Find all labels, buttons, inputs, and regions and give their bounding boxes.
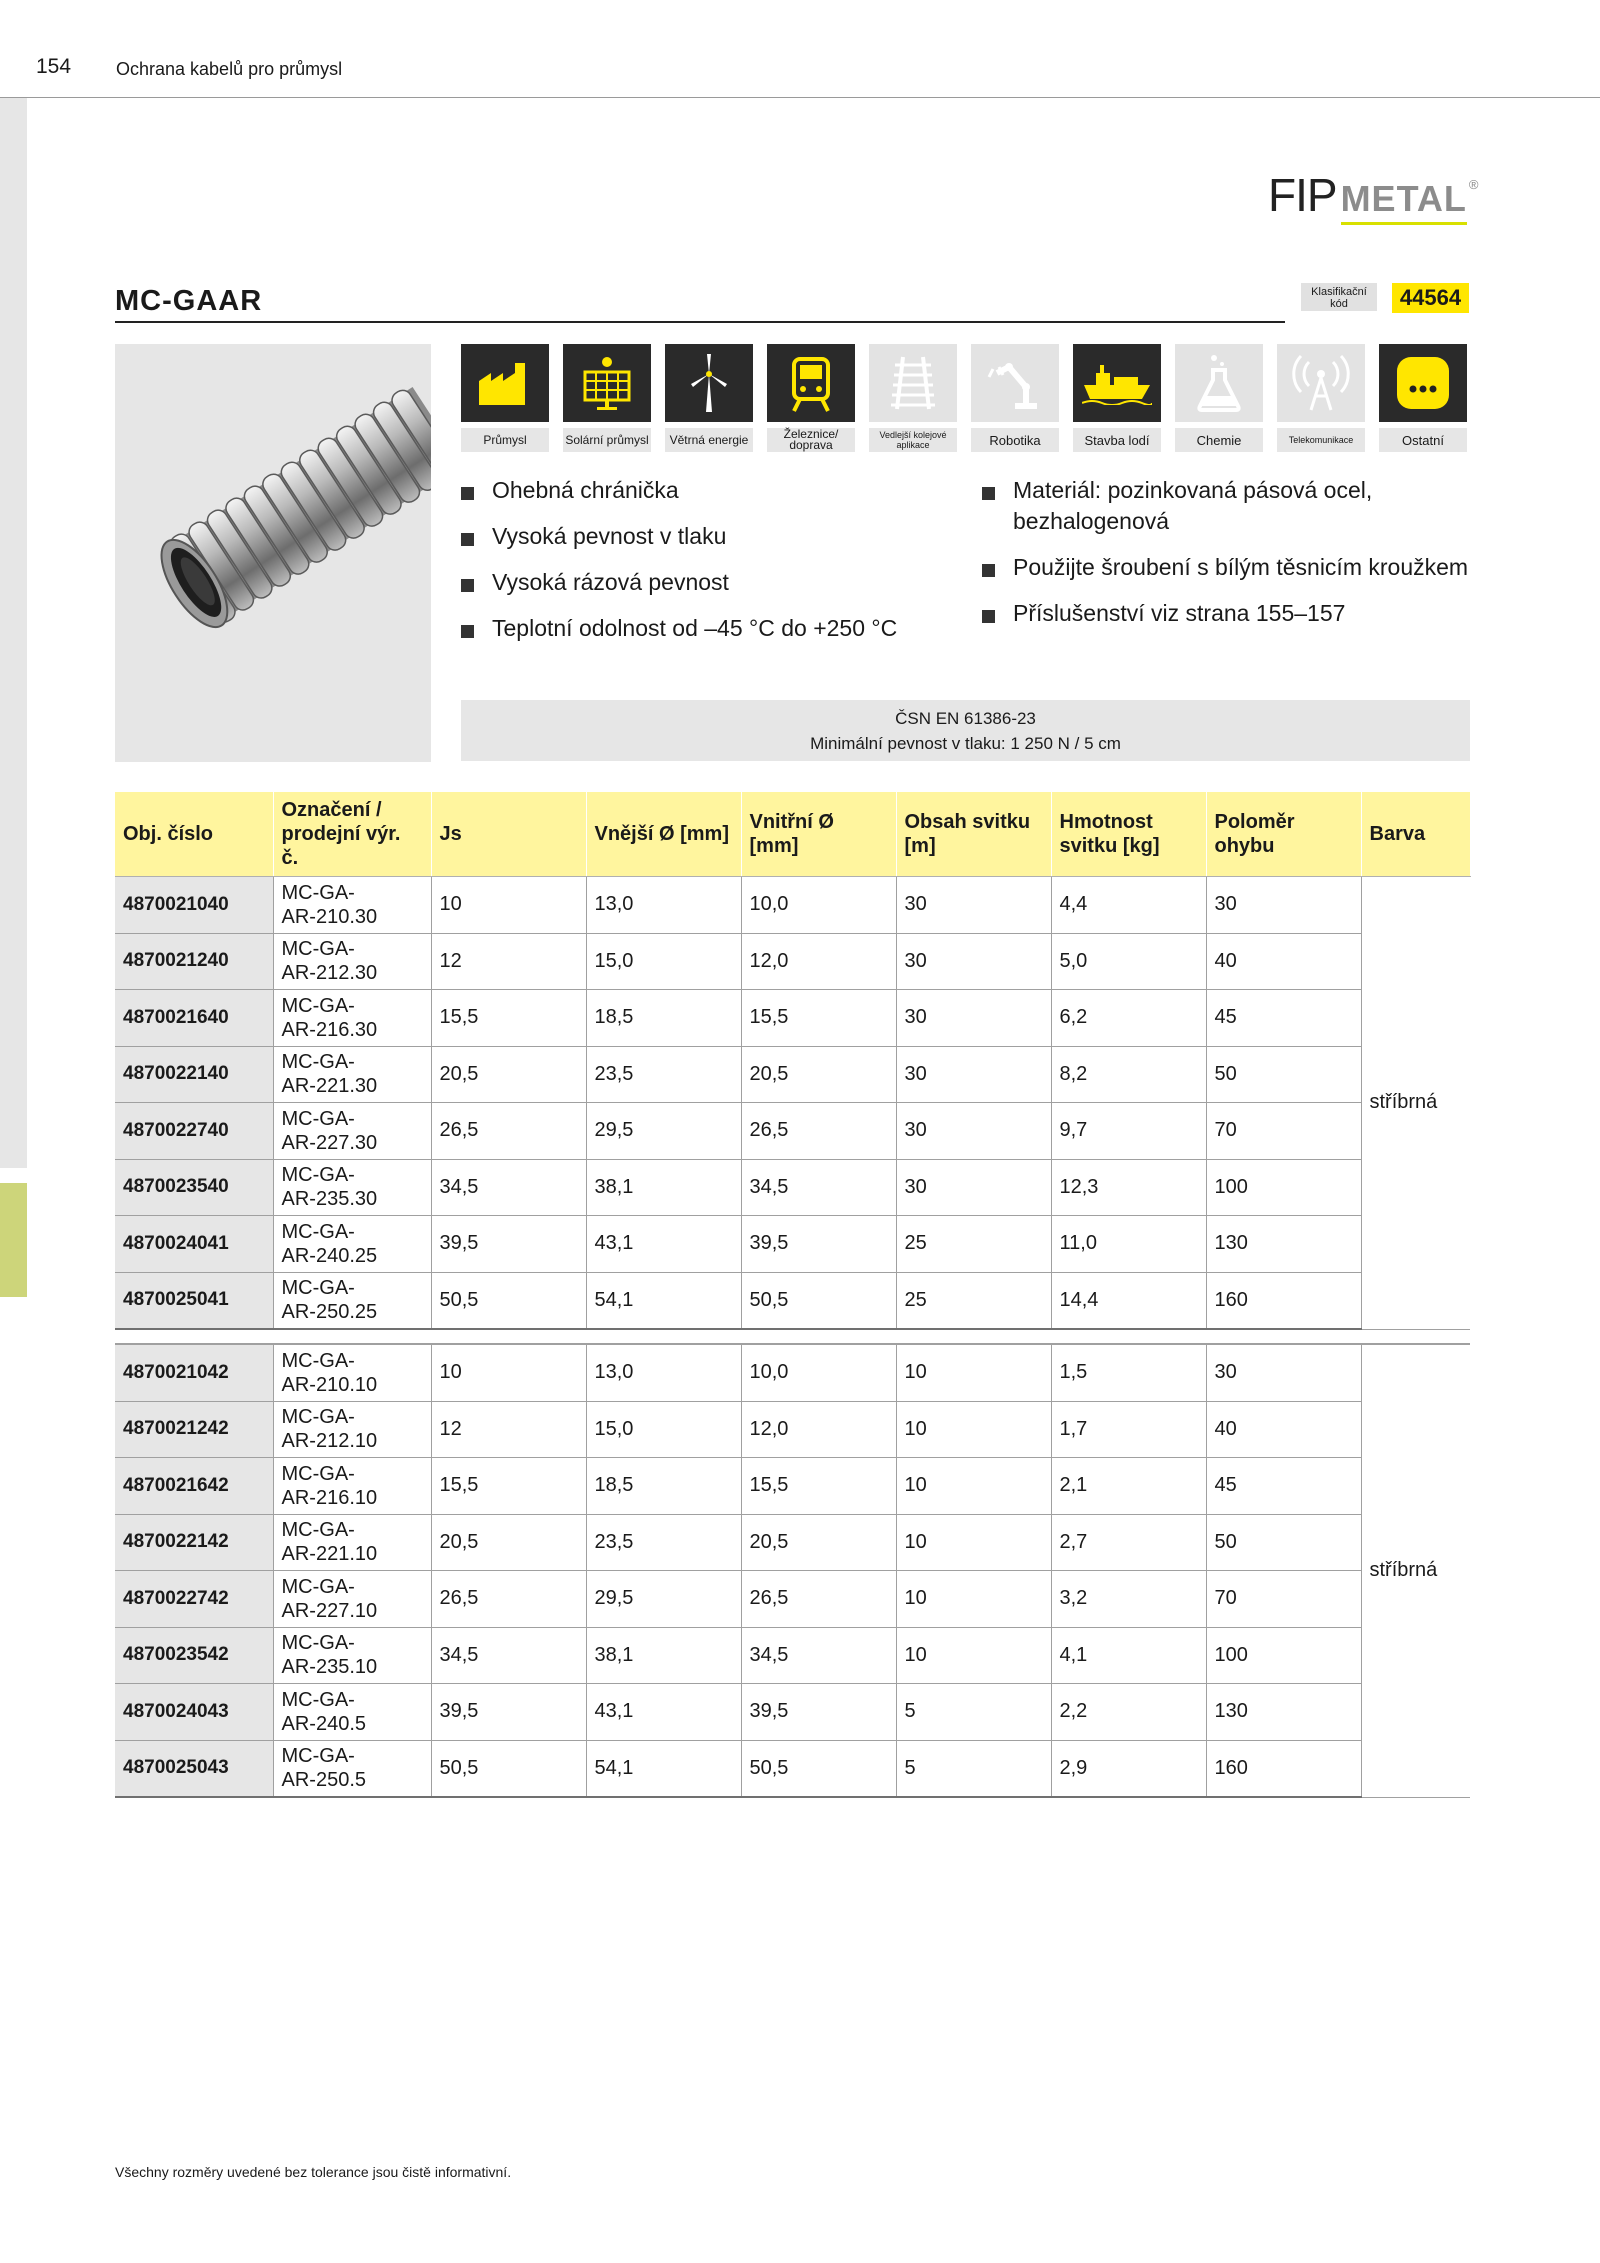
- feature-item: Materiál: pozinkovaná pásová ocel, bezhalogenová: [982, 475, 1482, 537]
- table-row: [115, 1514, 1470, 1571]
- column-header: Obj. číslo: [115, 792, 273, 877]
- js-size-cell: 10: [431, 1344, 586, 1401]
- industry-label: Solární průmysl: [563, 428, 651, 452]
- product-title: MC-GAAR: [115, 285, 263, 317]
- more-icon: [1379, 344, 1467, 422]
- column-header: Vnější Ø [mm]: [586, 792, 741, 877]
- obj-number-cell: 4870021040: [115, 877, 273, 934]
- classification-label: Klasifikační kód: [1301, 283, 1377, 311]
- coil-length-cell: 10: [896, 1458, 1051, 1515]
- side-bar-grey: [0, 98, 27, 1168]
- feature-list-right: [982, 475, 1482, 644]
- outer-diameter-cell: 18,5: [586, 1458, 741, 1515]
- obj-number-cell: 4870021640: [115, 990, 273, 1047]
- designation-cell: MC-GA- AR-216.30: [273, 990, 431, 1047]
- inner-diameter-cell: 12,0: [741, 1401, 896, 1458]
- designation-cell: MC-GA- AR-216.10: [273, 1458, 431, 1515]
- footer-note: Všechny rozměry uvedené bez tolerance jsou čistě informativní.: [115, 2164, 512, 2180]
- designation-cell: MC-GA- AR-235.10: [273, 1627, 431, 1684]
- table-row: [115, 1627, 1470, 1684]
- coil-length-cell: 25: [896, 1272, 1051, 1329]
- outer-diameter-cell: 23,5: [586, 1046, 741, 1103]
- js-size-cell: 12: [431, 933, 586, 990]
- brand-logo: [1268, 169, 1479, 221]
- table-header-row: [115, 792, 1470, 877]
- bend-radius-cell: 160: [1206, 1740, 1361, 1797]
- column-header: Hmotnost svitku [kg]: [1051, 792, 1206, 877]
- obj-number-cell: 4870024041: [115, 1216, 273, 1273]
- obj-number-cell: 4870022742: [115, 1571, 273, 1628]
- outer-diameter-cell: 54,1: [586, 1740, 741, 1797]
- designation-cell: MC-GA- AR-240.5: [273, 1684, 431, 1741]
- table-body-group2: [115, 1344, 1470, 1797]
- designation-cell: MC-GA- AR-212.30: [273, 933, 431, 990]
- product-table-short-coils: [115, 1343, 1470, 1798]
- industry-label: Železnice/ doprava: [767, 428, 855, 452]
- solar-panel-icon: [563, 344, 651, 422]
- industry-label: Průmysl: [461, 428, 549, 452]
- inner-diameter-cell: 20,5: [741, 1046, 896, 1103]
- obj-number-cell: 4870023542: [115, 1627, 273, 1684]
- coil-weight-cell: 2,1: [1051, 1458, 1206, 1515]
- feature-item: Teplotní odolnost od –45 °C do +250 °C: [461, 613, 961, 644]
- coil-weight-cell: 4,4: [1051, 877, 1206, 934]
- column-header: Obsah svitku [m]: [896, 792, 1051, 877]
- obj-number-cell: 4870021242: [115, 1401, 273, 1458]
- bend-radius-cell: 40: [1206, 1401, 1361, 1458]
- coil-weight-cell: 1,7: [1051, 1401, 1206, 1458]
- coil-weight-cell: 8,2: [1051, 1046, 1206, 1103]
- coil-weight-cell: 6,2: [1051, 990, 1206, 1047]
- feature-item: Ohebná chránička: [461, 475, 961, 506]
- obj-number-cell: 4870023540: [115, 1159, 273, 1216]
- bend-radius-cell: 50: [1206, 1514, 1361, 1571]
- coil-length-cell: 30: [896, 990, 1051, 1047]
- coil-length-cell: 10: [896, 1401, 1051, 1458]
- compression-strength: Minimální pevnost v tlaku: 1 250 N / 5 cm: [810, 734, 1121, 753]
- outer-diameter-cell: 29,5: [586, 1103, 741, 1160]
- bend-radius-cell: 130: [1206, 1684, 1361, 1741]
- designation-cell: MC-GA- AR-212.10: [273, 1401, 431, 1458]
- factory-icon: [461, 344, 549, 422]
- obj-number-cell: 4870025043: [115, 1740, 273, 1797]
- obj-number-cell: 4870021642: [115, 1458, 273, 1515]
- obj-number-cell: 4870024043: [115, 1684, 273, 1741]
- outer-diameter-cell: 38,1: [586, 1627, 741, 1684]
- coil-weight-cell: 14,4: [1051, 1272, 1206, 1329]
- industry-label: Ostatní: [1379, 428, 1467, 452]
- coil-weight-cell: 2,9: [1051, 1740, 1206, 1797]
- outer-diameter-cell: 43,1: [586, 1684, 741, 1741]
- designation-cell: MC-GA- AR-227.10: [273, 1571, 431, 1628]
- table-row: [115, 1103, 1470, 1160]
- side-bar-section-marker: [0, 1183, 27, 1297]
- designation-cell: MC-GA- AR-250.25: [273, 1272, 431, 1329]
- outer-diameter-cell: 15,0: [586, 1401, 741, 1458]
- designation-cell: MC-GA- AR-210.30: [273, 877, 431, 934]
- inner-diameter-cell: 26,5: [741, 1103, 896, 1160]
- js-size-cell: 39,5: [431, 1216, 586, 1273]
- page-number: 154: [36, 55, 72, 78]
- table-row: [115, 877, 1470, 934]
- coil-length-cell: 30: [896, 1046, 1051, 1103]
- js-size-cell: 26,5: [431, 1571, 586, 1628]
- obj-number-cell: 4870022140: [115, 1046, 273, 1103]
- table-row: [115, 1344, 1470, 1401]
- outer-diameter-cell: 13,0: [586, 1344, 741, 1401]
- standard-name: ČSN EN 61386-23: [895, 709, 1036, 728]
- obj-number-cell: 4870025041: [115, 1272, 273, 1329]
- table-body-group1: [115, 877, 1470, 1330]
- robot-arm-icon: [971, 344, 1059, 422]
- table-row: [115, 1272, 1470, 1329]
- coil-length-cell: 5: [896, 1740, 1051, 1797]
- logo-metal-wrap: [1340, 178, 1467, 219]
- industry-telecom: [1277, 344, 1365, 452]
- conduit-illustration: [115, 344, 431, 762]
- title-underline: [115, 321, 1285, 323]
- inner-diameter-cell: 50,5: [741, 1740, 896, 1797]
- color-cell: stříbrná: [1361, 1344, 1470, 1797]
- coil-weight-cell: 12,3: [1051, 1159, 1206, 1216]
- feature-item: Příslušenství viz strana 155–157: [982, 598, 1482, 629]
- js-size-cell: 20,5: [431, 1514, 586, 1571]
- industry-label: Robotika: [971, 428, 1059, 452]
- antenna-icon: [1277, 344, 1365, 422]
- inner-diameter-cell: 26,5: [741, 1571, 896, 1628]
- inner-diameter-cell: 34,5: [741, 1159, 896, 1216]
- designation-cell: MC-GA- AR-221.30: [273, 1046, 431, 1103]
- coil-weight-cell: 4,1: [1051, 1627, 1206, 1684]
- feature-item: Vysoká pevnost v tlaku: [461, 521, 961, 552]
- feature-item: Použijte šroubení s bílým těsnicím kroužkem: [982, 552, 1482, 583]
- js-size-cell: 34,5: [431, 1627, 586, 1684]
- designation-cell: MC-GA- AR-240.25: [273, 1216, 431, 1273]
- table-row: [115, 1684, 1470, 1741]
- js-size-cell: 50,5: [431, 1272, 586, 1329]
- bend-radius-cell: 70: [1206, 1103, 1361, 1160]
- outer-diameter-cell: 23,5: [586, 1514, 741, 1571]
- column-header: Js: [431, 792, 586, 877]
- designation-cell: MC-GA- AR-210.10: [273, 1344, 431, 1401]
- industry-shipbuilding: [1073, 344, 1161, 452]
- standard-info-box: [461, 700, 1470, 761]
- column-header: Poloměr ohybu: [1206, 792, 1361, 877]
- column-header: Označení / prodejní výr. č.: [273, 792, 431, 877]
- table-row: [115, 1401, 1470, 1458]
- logo-registered: ®: [1468, 177, 1479, 192]
- rail-track-icon: [869, 344, 957, 422]
- js-size-cell: 34,5: [431, 1159, 586, 1216]
- designation-cell: MC-GA- AR-250.5: [273, 1740, 431, 1797]
- bend-radius-cell: 30: [1206, 877, 1361, 934]
- bend-radius-cell: 160: [1206, 1272, 1361, 1329]
- designation-cell: MC-GA- AR-235.30: [273, 1159, 431, 1216]
- bend-radius-cell: 50: [1206, 1046, 1361, 1103]
- inner-diameter-cell: 39,5: [741, 1216, 896, 1273]
- bend-radius-cell: 45: [1206, 990, 1361, 1047]
- inner-diameter-cell: 10,0: [741, 877, 896, 934]
- coil-weight-cell: 5,0: [1051, 933, 1206, 990]
- designation-cell: MC-GA- AR-227.30: [273, 1103, 431, 1160]
- js-size-cell: 15,5: [431, 1458, 586, 1515]
- coil-length-cell: 10: [896, 1571, 1051, 1628]
- feature-list-left: [461, 475, 961, 659]
- coil-weight-cell: 11,0: [1051, 1216, 1206, 1273]
- bend-radius-cell: 40: [1206, 933, 1361, 990]
- inner-diameter-cell: 15,5: [741, 990, 896, 1047]
- obj-number-cell: 4870022142: [115, 1514, 273, 1571]
- coil-weight-cell: 2,2: [1051, 1684, 1206, 1741]
- header-divider: [0, 97, 1600, 98]
- bend-radius-cell: 100: [1206, 1627, 1361, 1684]
- coil-length-cell: 30: [896, 1159, 1051, 1216]
- inner-diameter-cell: 15,5: [741, 1458, 896, 1515]
- inner-diameter-cell: 34,5: [741, 1627, 896, 1684]
- industry-other: [1379, 344, 1467, 452]
- designation-cell: MC-GA- AR-221.10: [273, 1514, 431, 1571]
- industry-rail-aux: [869, 344, 957, 452]
- industry-label: Chemie: [1175, 428, 1263, 452]
- outer-diameter-cell: 15,0: [586, 933, 741, 990]
- table-row: [115, 990, 1470, 1047]
- feature-item: Vysoká rázová pevnost: [461, 567, 961, 598]
- industry-factory: [461, 344, 549, 452]
- outer-diameter-cell: 13,0: [586, 877, 741, 934]
- inner-diameter-cell: 39,5: [741, 1684, 896, 1741]
- column-header: Barva: [1361, 792, 1470, 877]
- js-size-cell: 12: [431, 1401, 586, 1458]
- wind-turbine-icon: [665, 344, 753, 422]
- industry-solar: [563, 344, 651, 452]
- product-table: [115, 792, 1471, 1330]
- industry-label: Stavba lodí: [1073, 428, 1161, 452]
- color-cell: stříbrná: [1361, 877, 1470, 1330]
- column-header: Vnitřní Ø [mm]: [741, 792, 896, 877]
- coil-length-cell: 10: [896, 1344, 1051, 1401]
- inner-diameter-cell: 20,5: [741, 1514, 896, 1571]
- bend-radius-cell: 30: [1206, 1344, 1361, 1401]
- outer-diameter-cell: 43,1: [586, 1216, 741, 1273]
- coil-weight-cell: 3,2: [1051, 1571, 1206, 1628]
- js-size-cell: 50,5: [431, 1740, 586, 1797]
- coil-length-cell: 10: [896, 1514, 1051, 1571]
- product-image: [115, 344, 431, 762]
- coil-weight-cell: 1,5: [1051, 1344, 1206, 1401]
- table-row: [115, 1046, 1470, 1103]
- coil-length-cell: 30: [896, 877, 1051, 934]
- table-row: [115, 1571, 1470, 1628]
- coil-length-cell: 25: [896, 1216, 1051, 1273]
- table-row: [115, 1458, 1470, 1515]
- table-row: [115, 1740, 1470, 1797]
- outer-diameter-cell: 38,1: [586, 1159, 741, 1216]
- coil-length-cell: 5: [896, 1684, 1051, 1741]
- obj-number-cell: 4870022740: [115, 1103, 273, 1160]
- obj-number-cell: 4870021240: [115, 933, 273, 990]
- obj-number-cell: 4870021042: [115, 1344, 273, 1401]
- js-size-cell: 39,5: [431, 1684, 586, 1741]
- js-size-cell: 20,5: [431, 1046, 586, 1103]
- outer-diameter-cell: 29,5: [586, 1571, 741, 1628]
- table-row: [115, 1159, 1470, 1216]
- logo-fip: FIP: [1268, 169, 1337, 221]
- bend-radius-cell: 45: [1206, 1458, 1361, 1515]
- inner-diameter-cell: 10,0: [741, 1344, 896, 1401]
- industry-wind: [665, 344, 753, 452]
- industry-chemistry: [1175, 344, 1263, 452]
- industry-rail: [767, 344, 855, 452]
- industry-label: Telekomunikace: [1277, 428, 1365, 452]
- coil-length-cell: 10: [896, 1627, 1051, 1684]
- flask-icon: [1175, 344, 1263, 422]
- industry-robotics: [971, 344, 1059, 452]
- js-size-cell: 10: [431, 877, 586, 934]
- outer-diameter-cell: 54,1: [586, 1272, 741, 1329]
- js-size-cell: 26,5: [431, 1103, 586, 1160]
- section-title: Ochrana kabelů pro průmysl: [116, 59, 343, 79]
- outer-diameter-cell: 18,5: [586, 990, 741, 1047]
- bend-radius-cell: 130: [1206, 1216, 1361, 1273]
- table-row: [115, 933, 1470, 990]
- train-icon: [767, 344, 855, 422]
- inner-diameter-cell: 50,5: [741, 1272, 896, 1329]
- coil-length-cell: 30: [896, 1103, 1051, 1160]
- js-size-cell: 15,5: [431, 990, 586, 1047]
- coil-weight-cell: 2,7: [1051, 1514, 1206, 1571]
- industry-label: Větrná energie: [665, 428, 753, 452]
- bend-radius-cell: 100: [1206, 1159, 1361, 1216]
- industry-label: Vedlejší kolejové aplikace: [869, 428, 957, 452]
- logo-underline: [1341, 222, 1467, 225]
- inner-diameter-cell: 12,0: [741, 933, 896, 990]
- table-row: [115, 1216, 1470, 1273]
- bend-radius-cell: 70: [1206, 1571, 1361, 1628]
- logo-metal: METAL: [1340, 178, 1467, 219]
- ship-icon: [1073, 344, 1161, 422]
- coil-length-cell: 30: [896, 933, 1051, 990]
- classification-code: 44564: [1392, 283, 1469, 313]
- coil-weight-cell: 9,7: [1051, 1103, 1206, 1160]
